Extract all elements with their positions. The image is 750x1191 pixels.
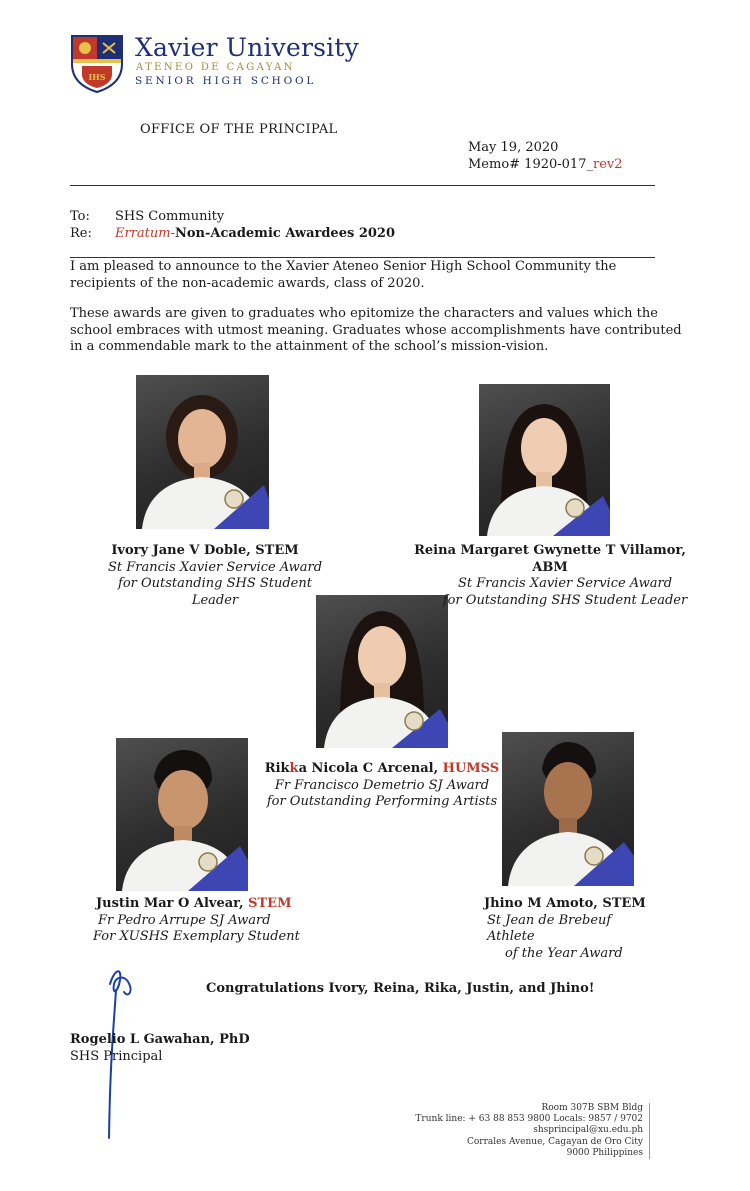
- office-contact-block: [415, 1103, 650, 1159]
- strand-correction: STEM: [248, 896, 292, 911]
- xu-shield-logo: [70, 34, 124, 94]
- awardee-name: [96, 896, 310, 913]
- awards-paragraph: These awards are given to graduates who epitomize the characters and values which the school embraces with utmost meaning. Graduates whose accomplishments have contributed in a commendable mark to the attainment of the school’s mission-vision.: [70, 306, 682, 354]
- congratulations-line: Congratulations Ivory, Reina, Rika, Justin, and Jhino!: [206, 981, 595, 996]
- awardee-name: [252, 761, 512, 778]
- award-description: for Outstanding SHS Student Leader: [118, 576, 312, 608]
- subject-divider: [70, 257, 655, 258]
- awardee-name: Jhino M Amoto, STEM: [484, 896, 646, 911]
- awardee-ivory: [95, 543, 335, 609]
- office-email: shsprincipal@xu.edu.ph: [533, 1125, 643, 1136]
- office-title: OFFICE OF THE PRINCIPAL: [140, 122, 338, 137]
- memo-date: May 19, 2020: [468, 140, 559, 155]
- award-title: St Jean de Brebeuf Athlete: [487, 912, 612, 944]
- to-label: To:: [70, 209, 90, 224]
- office-street: Corrales Avenue, Cagayan de Oro City: [466, 1136, 643, 1147]
- re-label: Re:: [70, 226, 92, 241]
- award-title: Fr Francisco Demetrio SJ Award: [274, 777, 490, 793]
- erratum-tag: Erratum-: [115, 226, 175, 241]
- awardee-jhino: [460, 896, 660, 962]
- signatory-name: Rogelio L Gawahan, PhD: [70, 1032, 250, 1047]
- awardee-name: Reina Margaret Gwynette T Villamor, ABM: [414, 543, 686, 575]
- award-description: of the Year Award: [505, 945, 623, 961]
- award-title: St Francis Xavier Service Award: [107, 559, 323, 575]
- university-name: Xavier University: [135, 33, 359, 62]
- svg-text:IHS: IHS: [88, 72, 106, 82]
- re-subject: [115, 226, 395, 243]
- awardee-rikka: [252, 761, 512, 811]
- name-part: Justin Mar O Alvear,: [96, 896, 249, 911]
- photo-reina: [479, 384, 610, 536]
- name-correction: k: [289, 761, 299, 776]
- award-description: For XUSHS Exemplary Student: [93, 929, 300, 944]
- memo-number-main: Memo# 1920-017_: [468, 157, 593, 172]
- office-country: 9000 Philippines: [566, 1147, 643, 1158]
- award-title: St Francis Xavier Service Award: [457, 576, 673, 591]
- photo-ivory: [136, 375, 269, 529]
- photo-jhino: [502, 732, 634, 886]
- ateneo-subtitle: ATENEO DE CAGAYAN: [136, 62, 295, 73]
- awardee-name: Ivory Jane V Doble, STEM: [111, 543, 299, 558]
- memo-number: [468, 157, 623, 174]
- photo-justin: [116, 738, 248, 891]
- header-divider: [70, 185, 655, 186]
- award-description: for Outstanding SHS Student Leader: [442, 592, 688, 608]
- subject-text: Non-Academic Awardees 2020: [175, 226, 396, 241]
- intro-paragraph: I am pleased to announce to the Xavier Ateneo Senior High School Community the recipients of the non-academic awards, class of 2020.: [70, 259, 617, 291]
- signatory-title: SHS Principal: [70, 1049, 163, 1064]
- office-phone: Trunk line: + 63 88 853 9800 Locals: 9857 / 9702: [415, 1114, 643, 1125]
- to-value: SHS Community: [115, 209, 225, 224]
- name-part: a Nicola C Arcenal,: [298, 761, 443, 776]
- awardee-justin: [70, 896, 310, 946]
- photo-rikka: [316, 595, 448, 748]
- name-part: Rik: [264, 761, 290, 776]
- shs-subtitle: SENIOR HIGH SCHOOL: [135, 75, 317, 87]
- memo-revision: rev2: [592, 157, 623, 172]
- award-description: for Outstanding Performing Artists: [266, 794, 498, 809]
- awardee-reina: [410, 543, 690, 609]
- award-title: Fr Pedro Arrupe SJ Award: [98, 912, 271, 928]
- office-room: Room 307B SBM Bldg: [541, 1103, 643, 1113]
- strand-correction: HUMSS: [442, 761, 500, 776]
